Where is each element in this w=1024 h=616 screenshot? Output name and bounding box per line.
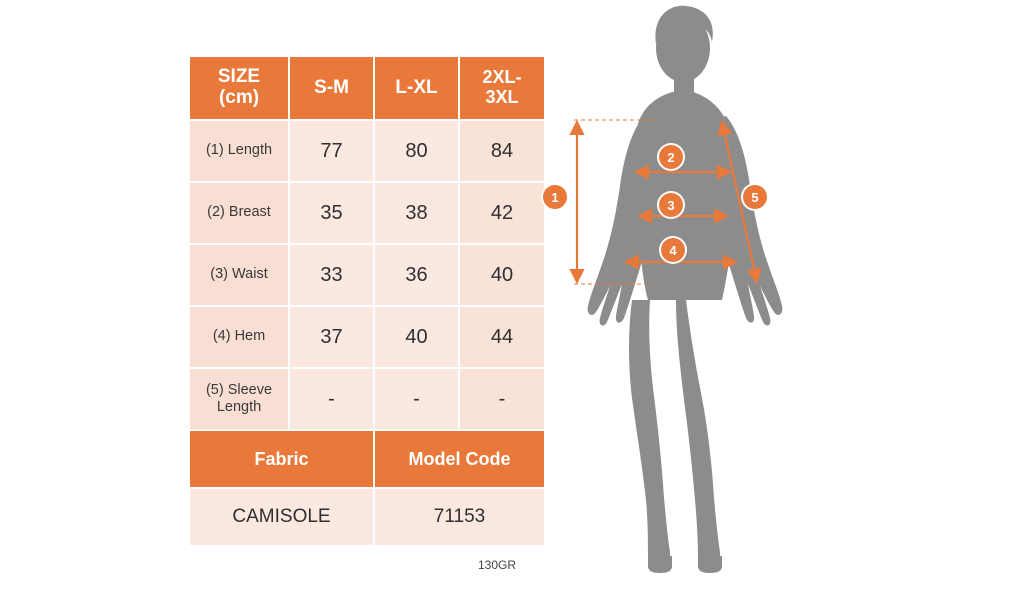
size-chart-table [188,55,546,547]
cell-breast-2xl-3xl: 42 [459,182,545,244]
badge-4-hem: 4 [661,238,685,262]
row-label-breast: (2) Breast [189,182,289,244]
fabric-weight-label: 130GR [478,558,517,572]
cell-breast-l-xl: 38 [374,182,459,244]
cell-waist-s-m: 33 [289,244,374,306]
cell-sleeve-s-m: - [289,368,374,430]
row-label-sleeve-length [189,368,289,430]
cell-fabric-value: CAMISOLE [189,488,374,546]
header-col-2xl-3xl-line2: 3XL [485,87,519,107]
figure-svg [540,0,1024,611]
table-row [189,306,545,368]
header-model-code: Model Code [374,430,545,488]
badge-5-sleeve-length: 5 [743,185,767,209]
row-label-waist: (3) Waist [189,244,289,306]
table-row [189,120,545,182]
table-fabric-value-row [189,488,545,546]
header-size [189,56,289,120]
cell-sleeve-2xl-3xl: - [459,368,545,430]
cell-sleeve-l-xl: - [374,368,459,430]
cell-waist-l-xl: 36 [374,244,459,306]
table-row [189,182,545,244]
row-label-sleeve-length-line1: (5) Sleeve [205,381,273,398]
row-label-sleeve-length-line2: Length [216,399,262,415]
cell-hem-l-xl: 40 [374,306,459,368]
header-col-2xl-3xl-line1: 2XL- [482,67,522,88]
female-body-silhouette-icon [588,6,783,573]
table-row [189,244,545,306]
badge-2-breast: 2 [659,145,683,169]
row-label-length: (1) Length [189,120,289,182]
header-col-s-m: S-M [289,56,374,120]
cell-length-2xl-3xl: 84 [459,120,545,182]
table-fabric-header-row [189,430,545,488]
header-fabric: Fabric [189,430,374,488]
cell-length-l-xl: 80 [374,120,459,182]
cell-length-s-m: 77 [289,120,374,182]
measurement-figure [540,0,1024,611]
cell-hem-s-m: 37 [289,306,374,368]
header-col-2xl-3xl [459,56,545,120]
cell-breast-s-m: 35 [289,182,374,244]
header-size-label: SIZE [217,66,261,88]
badge-3-waist: 3 [659,193,683,217]
header-size-unit: (cm) [218,87,260,108]
table-header-row [189,56,545,120]
cell-waist-2xl-3xl: 40 [459,244,545,306]
badge-1-length: 1 [543,185,567,209]
cell-model-code-value: 71153 [374,488,545,546]
header-col-l-xl: L-XL [374,56,459,120]
table-row [189,368,545,430]
row-label-hem: (4) Hem [189,306,289,368]
cell-hem-2xl-3xl: 44 [459,306,545,368]
